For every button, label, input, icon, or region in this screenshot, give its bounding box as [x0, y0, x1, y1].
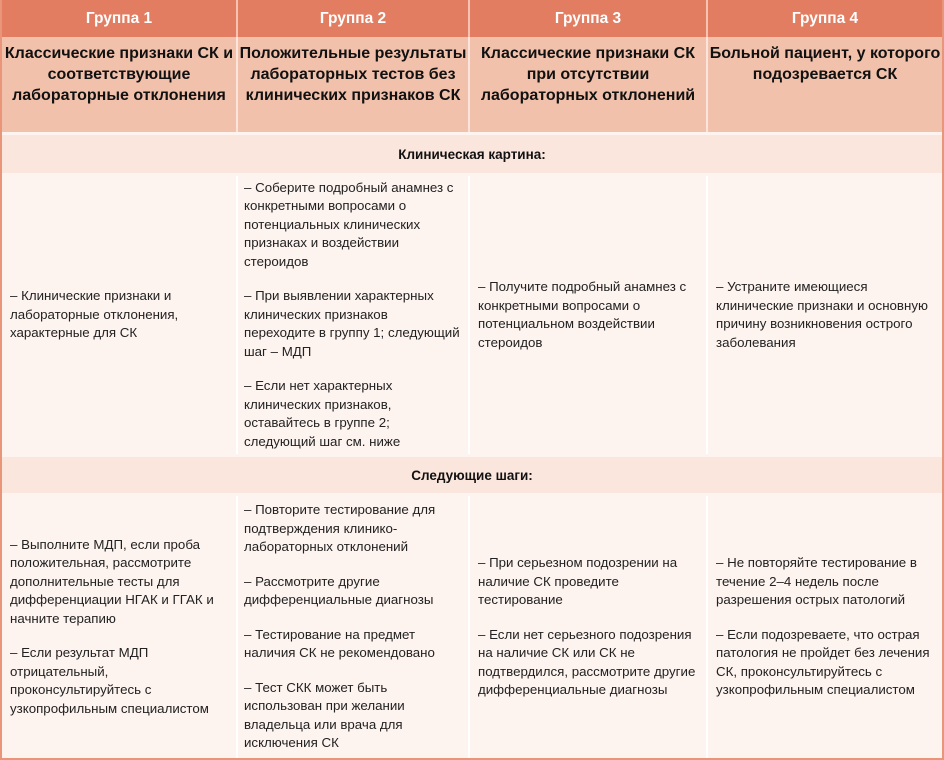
group-title-row [2, 37, 942, 132]
group-3-title: Классические признаки СК при отсутствии лабораторных отклонений [470, 37, 708, 132]
cell-paragraph: – Тест СКК может быть использован при желании владельца или врача для исключения СК [244, 679, 405, 751]
cell-paragraph: – Не повторяйте тестирование в течение 2–4 недель после разрешения острых патологий [716, 555, 917, 608]
group-1-label: Группа 1 [2, 0, 238, 37]
table-cell [708, 496, 942, 758]
cell-paragraph: – Получите подробный анамнез с конкретными вопросами о потенциальном воздействии стероидов [478, 279, 687, 350]
cell-paragraph: – Тестирование на предмет наличия СК не рекомендовано [244, 626, 435, 661]
table-cell [2, 496, 238, 758]
section-heading-next-steps: Следующие шаги: [2, 454, 942, 496]
table-cell [470, 176, 708, 454]
cell-paragraph: – При выявлении характерных клинических признаков переходите в группу 1; следующий шаг – МДП [244, 288, 460, 359]
cell-paragraph: – Если нет серьезного подозрения на наличие СК или СК не подтвердился, рассмотрите другие дифференциальные диагнозы [478, 626, 696, 698]
table-cell [238, 176, 470, 454]
table-cell [238, 496, 470, 758]
section-heading-clinical: Клиническая картина: [2, 132, 942, 176]
group-2-label: Группа 2 [238, 0, 470, 37]
table-cell [708, 176, 942, 454]
group-4-title: Больной пациент, у которого подозревается СК [709, 45, 941, 83]
cell-paragraph: – Выполните МДП, если проба положительная, рассмотрите дополнительные тесты для дифференциации НГАК и ГГАК и начните терапию [10, 536, 214, 626]
section-body-clinical [2, 176, 942, 454]
cell-paragraph: – Рассмотрите другие дифференциальные диагнозы [244, 573, 434, 608]
table-cell [470, 496, 708, 758]
cell-paragraph: – Устраните имеющиеся клинические признаки и основную причину возникновения острого заболевания [716, 279, 928, 350]
group-4-label: Группа 4 [791, 9, 859, 27]
cell-paragraph: – Если нет характерных клинических признаков, оставайтесь в группе 2; следующий шаг см. ниже [244, 378, 401, 449]
cell-paragraph: – Повторите тестирование для подтверждения клинико-лабораторных отклонений [244, 502, 436, 555]
group-1-title: Классические признаки СК и соответствующие лабораторные отклонения [2, 37, 238, 132]
cell-paragraph: – Если результат МДП отрицательный, проконсультируйтесь с узкопрофильным специалистом [10, 645, 209, 716]
cell-paragraph: – При серьезном подозрении на наличие СК проведите тестирование [478, 555, 678, 608]
group-header-row [2, 0, 942, 37]
cell-paragraph: – Если подозреваете, что острая патология не пройдет без лечения СК, проконсультируйтесь с узкопрофильным специалистом [716, 626, 930, 698]
cell-paragraph: – Соберите подробный анамнез с конкретными вопросами о потенциальных клинических признаках и воздействии стероидов [244, 179, 454, 269]
group-2-title: Положительные результаты лабораторных тестов без клинических признаков СК [238, 37, 470, 132]
section-body-next-steps [2, 496, 942, 758]
table-cell [2, 176, 238, 454]
group-3-label: Группа 3 [470, 0, 708, 37]
cell-paragraph: – Клинические признаки и лабораторные отклонения, характерные для СК [10, 288, 179, 341]
